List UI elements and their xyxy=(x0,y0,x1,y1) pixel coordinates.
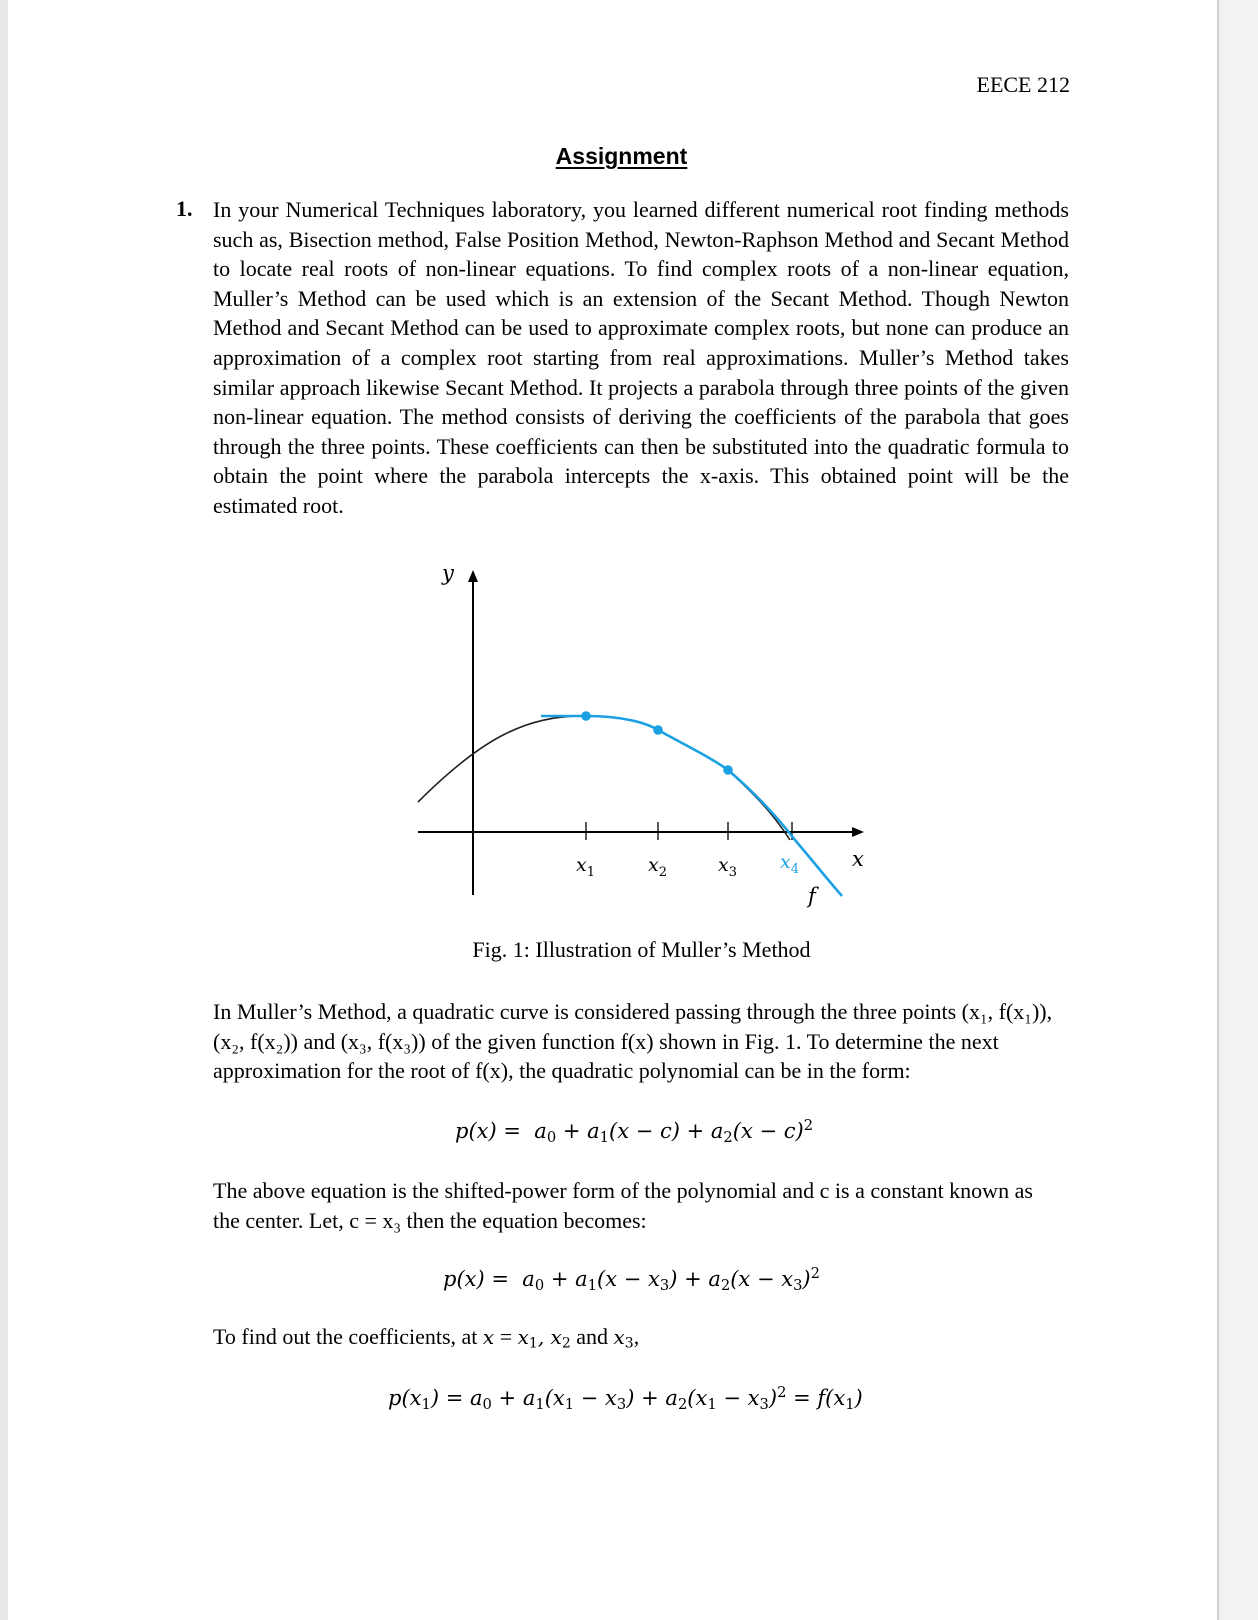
viewer-right-gutter xyxy=(1219,0,1258,1620)
point-x3 xyxy=(723,765,733,775)
label-x3: $x_3$ xyxy=(718,854,737,880)
equation-polynomial-center-c: $p(x) = a_0 + a_1(x - c) + a_2(x - c)^2$ xyxy=(455,1117,814,1146)
label-x1: $x_1$ xyxy=(576,854,595,880)
coefficients-sentence: To find out the coefficients, at $x = x_1$, $x_2$ and $x_3$, xyxy=(213,1324,640,1352)
point-x1 xyxy=(581,711,591,721)
point-x2 xyxy=(653,725,663,735)
page-title: Assignment xyxy=(555,143,688,169)
course-code: EECE 212 xyxy=(976,72,1070,97)
equation-p-x1: $p(x_1) = a_0 + a_1(x_1 - x_3) + a_2(x_1 - x_3)^2 = f(x_1)$ xyxy=(388,1384,863,1413)
label-x4: $x_4$ xyxy=(780,851,799,877)
coefficients-sentence-prefix: To find out the coefficients, at xyxy=(213,1324,478,1349)
muller-method-figure xyxy=(400,550,880,920)
label-x2: $x_2$ xyxy=(648,854,667,880)
shifted-power-paragraph: The above equation is the shifted-power form of the polynomial and c is a constant known as the center. Let, c = x₃ then the equation becomes: xyxy=(213,1178,1033,1233)
equation-polynomial-center-x3: $p(x) = a_0 + a_1(x - x_3) + a_2(x - x_3)^2$ xyxy=(443,1265,820,1294)
x-axis-label: x xyxy=(852,847,864,871)
viewer-left-edge xyxy=(0,0,8,1620)
y-axis-label: y xyxy=(442,561,454,585)
intro-paragraph: In your Numerical Techniques laboratory, you learned different numerical root finding methods such as, Bisection method, False Position Method, Newton-Raphson Method and Secant Method to locate real roots of non-linear equations. To find complex roots of a non-linear equation, Muller’s Method can be used which is an extension of the Secant Method. Though Newton Method and Secant Method can be used to approximate complex roots, but none can produce an approximation of a complex root starting from real approximations. Muller’s Method takes similar approach likewise Secant Method. It projects a parabola through three points of the given non-linear equation. The method consists of deriving the coefficients of the parabola that goes through the three points. These coefficients can then be substituted into the quadratic formula to obtain the point where the parabola intercepts the x-axis. This obtained point will be the estimated root. xyxy=(213,197,1069,518)
question-number: 1. xyxy=(176,196,193,221)
muller-paragraph: In Muller’s Method, a quadratic curve is considered passing through the three points (x₁, f(x₁)), (x₂, f(x₂)) and (x₃, f(x₃)) of the given function f(x) shown in Fig. 1. To determine the next approximation for the root of f(x), the quadratic polynomial can be in the form: xyxy=(213,999,1053,1084)
figure-caption: Fig. 1: Illustration of Muller’s Method xyxy=(472,937,811,962)
function-label: f xyxy=(808,884,816,908)
